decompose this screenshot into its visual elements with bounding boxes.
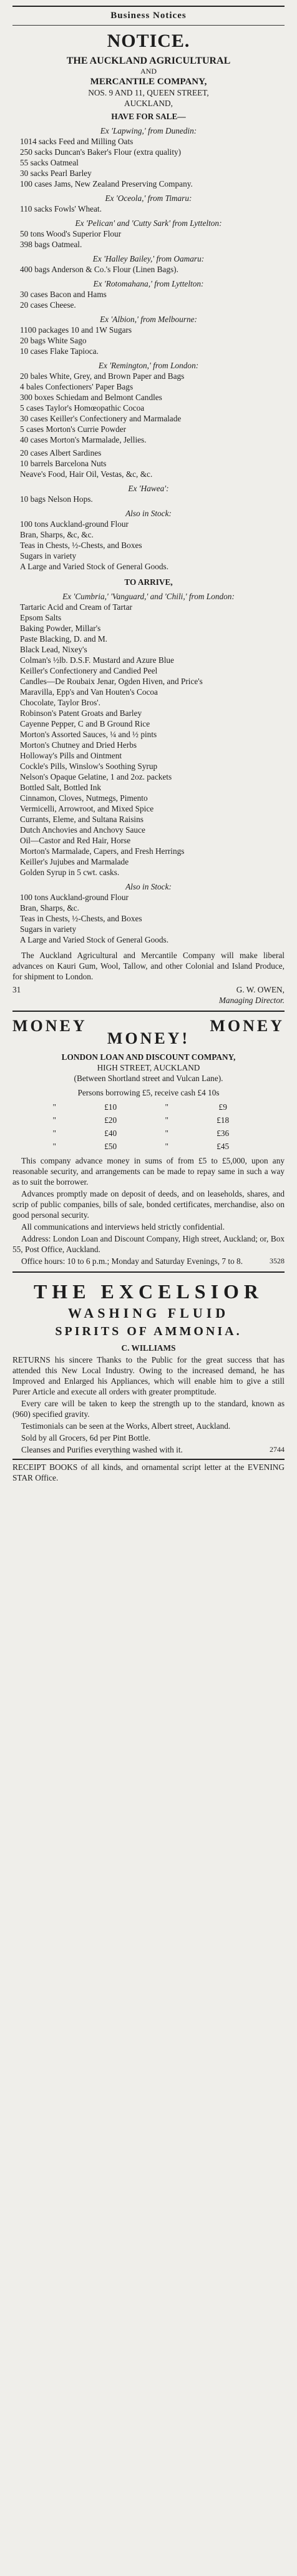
shipment-item: 100 tons Auckland-ground Flour <box>20 519 129 529</box>
shipment-item: 40 cases Morton's Marmalade, Jellies. <box>20 435 147 444</box>
money-address: HIGH STREET, AUCKLAND <box>97 1063 200 1072</box>
stock2-item: Teas in Chests, ½-Chests, and Boxes <box>20 914 142 923</box>
shipment-item: 398 bags Oatmeal. <box>20 240 82 249</box>
money-number: 3528 <box>270 1256 285 1265</box>
shipment-item: 5 cases Morton's Currie Powder <box>20 424 127 434</box>
shipment-ex-line: Ex 'Remington,' from London: <box>98 361 199 370</box>
top-rule <box>12 6 285 7</box>
ditto-mark: " <box>165 1102 168 1112</box>
shipment-item: 30 sacks Pearl Barley <box>20 169 92 178</box>
shipment-item: 10 bags Nelson Hops. <box>20 494 93 504</box>
shipment-ex-line: Ex 'Rotomahana,' from Lyttelton: <box>93 279 204 288</box>
arrive-item: Morton's Chutney and Dried Herbs <box>20 740 137 750</box>
rates-intro: Persons borrowing £5, receive cash £4 10s <box>77 1088 220 1097</box>
money-company: LONDON LOAN AND DISCOUNT COMPANY, <box>61 1052 236 1062</box>
shipment-item: 55 sacks Oatmeal <box>20 158 79 167</box>
divider-rule-2 <box>12 1271 285 1273</box>
shipment-ex-line: Ex 'Lapwing,' from Dunedin: <box>100 126 197 135</box>
shipment-item: Neave's Food, Hair Oil, Vestas, &c, &c. <box>20 469 153 479</box>
signatory-title: Managing Director. <box>218 996 285 1005</box>
rate-row <box>36 1100 261 1114</box>
rate-receive: £36 <box>217 1129 230 1138</box>
newspaper-column <box>9 0 288 1483</box>
arrive-item: Currants, Eleme, and Sultana Raisins <box>20 815 144 824</box>
shipment-blocks <box>12 125 285 572</box>
arrive-item: Cockle's Pills, Winslow's Soothing Syrup <box>20 762 158 771</box>
excelsior-cleanses: Cleanses and Purifies everything washed with it. <box>21 1445 183 1454</box>
arrive-item: Vermicelli, Arrowroot, and Mixed Spice <box>20 804 154 813</box>
rate-row <box>36 1140 261 1153</box>
company-city: AUCKLAND, <box>124 99 173 108</box>
divider-rule-3 <box>12 1459 285 1460</box>
notice-advert <box>12 29 285 1006</box>
section-header: Business Notices <box>110 11 187 21</box>
arrive-item: Epsom Salts <box>20 613 62 622</box>
shipment-item: 250 sacks Duncan's Baker's Flour (extra quality) <box>20 147 182 157</box>
arrive-item: Holloway's Pills and Ointment <box>20 751 122 760</box>
money-para-5 <box>12 1256 285 1266</box>
stock2-items-list <box>12 892 285 945</box>
also-stock-heading-2: Also in Stock: <box>125 882 172 891</box>
to-arrive-heading: TO ARRIVE, <box>124 577 173 587</box>
arrive-item: Maravilla, Epp's and Van Houten's Cocoa <box>20 687 158 697</box>
shipment-item: 20 bags White Sago <box>20 336 87 345</box>
signatory-block <box>236 984 285 995</box>
money-word-2: MONEY! <box>107 1029 190 1047</box>
shipment-item: 20 bales White, Grey, and Brown Paper and Bags <box>20 371 185 381</box>
have-for-sale-heading: HAVE FOR SALE— <box>111 112 186 121</box>
money-advert <box>12 1017 285 1266</box>
shipment-ex-line: Ex 'Hawea': <box>128 484 169 493</box>
shipment-item: 300 boxes Schiedam and Belmont Candles <box>20 393 162 402</box>
excelsior-para-5 <box>12 1444 285 1455</box>
arrive-item: Cayenne Pepper, C and B Ground Rice <box>20 719 150 728</box>
arrive-item: Keiller's Confectionery and Candied Peel <box>20 666 158 675</box>
money-para-2: Advances promptly made on deposit of deeds, and on leaseholds, shares, and scrip of public companies, bills of sale, bonded certificates, merchandise, also on good personal security. <box>12 1189 285 1220</box>
rate-receive: £45 <box>217 1142 230 1151</box>
excelsior-line-1: THE EXCELSIOR <box>33 1280 264 1303</box>
arrive-item: Cinnamon, Cloves, Nutmegs, Pimento <box>20 793 148 803</box>
arrive-item: Oil—Castor and Red Hair, Horse <box>20 836 131 845</box>
company-name-line2: AND <box>140 67 157 76</box>
arrive-item: Nelson's Opaque Gelatine, 1 and 2oz. packets <box>20 772 172 781</box>
ditto-mark: " <box>165 1129 168 1138</box>
shipment-item: A Large and Varied Stock of General Goods. <box>20 562 169 571</box>
rate-receive: £9 <box>218 1102 227 1112</box>
excelsior-para-3: Testimonials can be seen at the Works, Albert street, Auckland. <box>21 1421 231 1431</box>
excelsior-advert <box>12 1279 285 1455</box>
stock2-item: Bran, Sharps, &c. <box>20 903 79 913</box>
shipment-ex-line: Ex 'Albion,' from Melbourne: <box>100 315 197 324</box>
money-para-4: Address: London Loan and Discount Company, High street, Auckland; or, Box 55, Post Office, Auckland. <box>12 1234 285 1254</box>
money-word-3: MONEY <box>210 1017 285 1035</box>
stock2-item: A Large and Varied Stock of General Goods. <box>20 935 169 944</box>
money-word-1: MONEY <box>12 1017 87 1035</box>
rates-table <box>36 1100 261 1153</box>
money-headline <box>12 1017 285 1048</box>
company-name-line1: THE AUCKLAND AGRICULTURAL <box>66 56 231 66</box>
rate-borrow: £10 <box>104 1102 117 1112</box>
signatory-name: G. W. OWEN, <box>236 985 285 994</box>
money-para-1: This company advance money in sums of from £5 to £5,000, upon any reasonable security, and arrangements can be made to repay same in such a way as to suit the borrower. <box>12 1156 285 1187</box>
arrive-item: Golden Syrup in 5 cwt. casks. <box>20 868 120 877</box>
stock2-item: Sugars in variety <box>20 924 77 934</box>
rate-row <box>36 1114 261 1127</box>
arrive-ex-line: Ex 'Cumbria,' 'Vanguard,' and 'Chili,' from London: <box>62 592 235 601</box>
arrive-item: Morton's Marmalade, Capers, and Fresh Herrings <box>20 846 185 856</box>
arrive-item: Bottled Salt, Bottled Ink <box>20 783 102 792</box>
arrive-item: Paste Blacking, D. and M. <box>20 634 107 644</box>
shipment-ex-line: Ex 'Oceola,' from Timaru: <box>105 193 192 203</box>
excelsior-para-2: Every care will be taken to keep the strength up to the standard, known as (960) specified gravity. <box>12 1399 285 1419</box>
arrive-item: Baking Powder, Millar's <box>20 624 101 633</box>
notice-number: 31 <box>12 985 21 994</box>
arrive-item: Candles—De Roubaix Jenar, Ogden Hiven, and Price's <box>20 677 203 686</box>
shipment-item: 30 cases Keiller's Confectionery and Marmalade <box>20 414 182 423</box>
shipment-item: 110 sacks Fowls' Wheat. <box>20 204 102 213</box>
excelsior-para-1: RETURNS his sincere Thanks to the Public for the great success that has attended this New Local Industry. Owing to the increased demand, he has Improved and Enlarged his Appliances, which will enable him to give a still Purer Article and execute all orders with greater promptitude. <box>12 1355 285 1396</box>
arrive-item: Colman's ½lb. D.S.F. Mustard and Azure Blue <box>20 655 174 665</box>
shipment-ex-line: Ex 'Pelican' and 'Cutty Sark' from Lyttelton: <box>75 218 222 228</box>
arrive-items-list <box>12 602 285 878</box>
header-rule <box>12 25 285 26</box>
rate-row <box>36 1127 261 1140</box>
excelsior-proprietor: C. WILLIAMS <box>121 1343 176 1353</box>
stock2-item: 100 tons Auckland-ground Flour <box>20 893 129 902</box>
shipment-item: 1014 sacks Feed and Milling Oats <box>20 137 134 146</box>
arrive-item: Robinson's Patent Groats and Barley <box>20 708 142 718</box>
arrive-item: Dutch Anchovies and Anchovy Sauce <box>20 825 145 835</box>
money-office-hours: Office hours: 10 to 6 p.m.; Monday and Saturday Evenings, 7 to 8. <box>21 1256 243 1266</box>
arrive-item: Tartaric Acid and Cream of Tartar <box>20 602 132 612</box>
excelsior-number: 2744 <box>270 1445 285 1454</box>
rate-borrow: £50 <box>104 1142 117 1151</box>
shipment-item: 10 barrels Barcelona Nuts <box>20 459 107 468</box>
shipment-item: 20 cases Albert Sardines <box>20 448 102 458</box>
excelsior-para-4: Sold by all Grocers, 6d per Pint Bottle. <box>21 1433 151 1442</box>
closing-paragraph: The Auckland Agricultural and Mercantile Company will make liberal advances on Kauri Gum, Wool, Tallow, and other Colonial and Island Produce, for shipment to London. <box>12 951 285 981</box>
shipment-item: Bran, Sharps, &c, &c. <box>20 530 94 539</box>
arrive-item: Keiller's Jujubes and Marmalade <box>20 857 129 866</box>
shipment-item: 30 cases Bacon and Hams <box>20 290 107 299</box>
arrive-item: Morton's Assorted Sauces, ¼ and ½ pints <box>20 730 157 739</box>
money-between: (Between Shortland street and Vulcan Lane). <box>74 1074 223 1083</box>
arrive-item: Black Lead, Nixey's <box>20 645 87 654</box>
shipment-item: 10 cases Flake Tapioca. <box>20 346 99 356</box>
ditto-mark: " <box>52 1102 56 1112</box>
ditto-mark: " <box>165 1142 168 1151</box>
shipment-item: 100 cases Jams, New Zealand Preserving Company. <box>20 179 193 189</box>
ditto-mark: " <box>52 1129 56 1138</box>
excelsior-line-2: WASHING FLUID <box>67 1305 230 1321</box>
notice-signature <box>12 984 285 995</box>
rate-receive: £18 <box>217 1115 230 1125</box>
ditto-mark: " <box>52 1142 56 1151</box>
shipment-item: 50 tons Wood's Superior Flour <box>20 229 122 238</box>
shipment-item: 1100 packages 10 and 1W Sugars <box>20 325 132 335</box>
shipment-item: Sugars in variety <box>20 551 77 561</box>
shipment-item: Teas in Chests, ½-Chests, and Boxes <box>20 541 142 550</box>
excelsior-line-3: SPIRITS OF AMMONIA. <box>55 1325 242 1338</box>
rate-borrow: £40 <box>104 1129 117 1138</box>
arrive-item: Chocolate, Taylor Bros'. <box>20 698 100 707</box>
ditto-mark: " <box>165 1115 168 1125</box>
shipment-item: 5 cases Taylor's Homœopathic Cocoa <box>20 403 145 413</box>
divider-rule-1 <box>12 1011 285 1012</box>
notice-title: NOTICE. <box>107 31 190 51</box>
company-address: NOS. 9 AND 11, QUEEN STREET, <box>88 88 209 97</box>
ditto-mark: " <box>52 1115 56 1125</box>
shipment-ex-line: Ex 'Halley Bailey,' from Oamaru: <box>92 254 205 263</box>
company-name-line3: MERCANTILE COMPANY, <box>90 77 207 87</box>
money-para-3: All communications and interviews held strictly confidential. <box>21 1222 225 1232</box>
shipment-item: 4 bales Confectioners' Paper Bags <box>20 382 134 391</box>
shipment-item: 20 cases Cheese. <box>20 300 76 310</box>
shipment-ex-line: Also in Stock: <box>125 509 172 518</box>
receipt-books-notice: RECEIPT BOOKS of all kinds, and ornamental script letter at the EVENING STAR Office. <box>12 1462 285 1482</box>
rate-borrow: £20 <box>104 1115 117 1125</box>
shipment-item: 400 bags Anderson & Co.'s Flour (Linen Bags). <box>20 265 178 274</box>
